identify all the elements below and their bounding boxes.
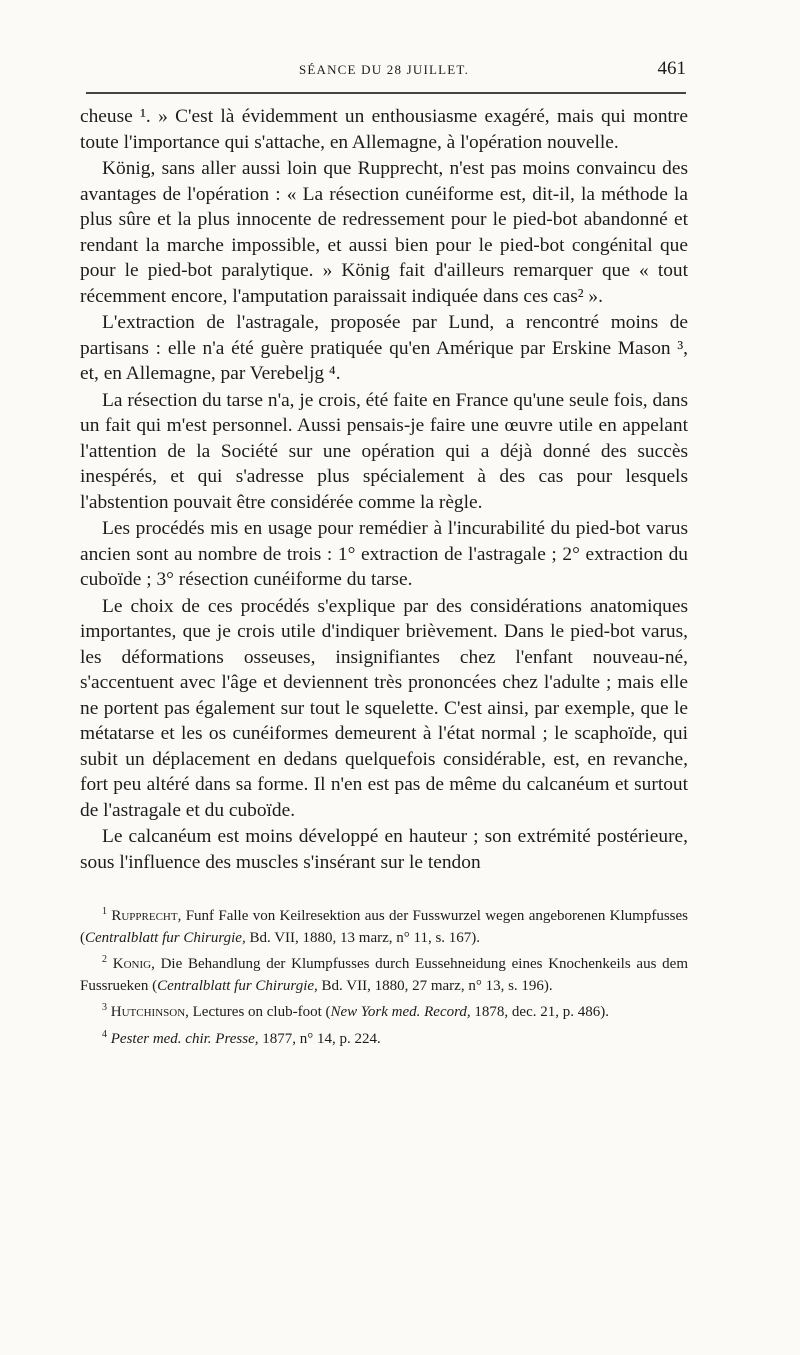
footnote-mark: 4 xyxy=(102,1028,107,1040)
footnote-author: Hutchinson, xyxy=(110,1004,189,1020)
footnote-journal: Pester med. chir. Presse, xyxy=(110,1030,259,1047)
paragraph: König, sans aller aussi loin que Rupprecht, n'est pas moins convaincu des avantages de l'opération : « La résection cunéiforme est, dit-il, la méthode la plus sûre et la plus innocente de redressement pour le pied-bot abandonné et rendant la marche impossible, et aussi bien pour le pied-bot congénital que pour le pied-bot paralytique. » König fait d'ailleurs remarquer que « tout récemment encore, l'amputation paraissait indiquée dans ces cas² ». xyxy=(80,158,688,307)
footnote-author: Konig, xyxy=(112,956,155,972)
paragraph: Le choix de ces procédés s'explique par des considérations anatomiques importantes, que je crois utile d'indiquer brièvement. Dans le pied-bot varus, les déformations osseuses, insignifiantes chez l'enfant nouveau-né, s'accentuent avec l'âge et deviennent très prononcées chez l'adulte ; mais elle ne portent pas également sur tout le squelette. C'est ainsi, par exemple, que le métatarse et les os cunéiformes demeurent à l'état normal ; le scaphoïde, qui subit un déplacement en dedans quelquefois considérable, est, en revanche, fort peu altéré dans sa forme. Il n'en est pas de même du calcanéum et surtout de l'astragale et du cuboïde. xyxy=(80,595,688,821)
footnote xyxy=(80,949,688,997)
running-title: SÉANCE DU 28 JUILLET. xyxy=(298,62,470,77)
running-header xyxy=(80,56,688,86)
footnote-ref: Bd. VII, 1880, 13 marz, n° 11, s. 167). xyxy=(245,929,481,946)
footnote-mark: 2 xyxy=(102,954,107,965)
footnote-text: Funf Falle von Keilresektion aus der Fusswurzel wegen angeborenen Klumpfusses ( xyxy=(80,908,688,946)
header-rule xyxy=(86,92,686,94)
paragraph: Le calcanéum est moins développé en hauteur ; son extrémité postérieure, sous l'influence des muscles s'insérant sur le tendon xyxy=(80,826,688,873)
footnote-journal: New York med. Record, xyxy=(330,1004,471,1020)
footnote-ref: Bd. VII, 1880, 27 marz, n° 13, s. 196). xyxy=(317,977,553,994)
footnote-text: Die Behandlung der Klumpfusses durch Eussehneidung eines Knochenkeils aus dem Fussrueken ( xyxy=(80,956,688,994)
footnote-mark: 1 xyxy=(102,906,107,917)
body-text xyxy=(80,104,688,875)
paragraph: cheuse ¹. » C'est là évidemment un enthousiasme exagéré, mais qui montre toute l'importance qui s'attache, en Allemagne, à l'opération nouvelle. xyxy=(80,106,688,153)
footnote-journal: Centralblatt fur Chirurgie, xyxy=(157,977,318,994)
footnote-text: Lectures on club-foot ( xyxy=(192,1004,331,1020)
footnote-mark: 3 xyxy=(102,1002,107,1013)
footnotes xyxy=(80,901,688,1050)
footnote-author: Rupprecht, xyxy=(111,908,182,924)
paragraph: Les procédés mis en usage pour remédier à l'incurabilité du pied-bot varus ancien sont au nombre de trois : 1° extraction de l'astragale ; 2° extraction du cuboïde ; 3° résection cunéiforme du tarse. xyxy=(80,518,688,590)
book-page xyxy=(80,56,688,1050)
footnote-gap xyxy=(80,875,688,901)
footnote-ref: 1877, n° 14, p. 224. xyxy=(258,1030,381,1047)
paragraph: L'extraction de l'astragale, proposée par Lund, a rencontré moins de partisans : elle n'a été guère pratiquée qu'en Amérique par Erskine Mason ³, et, en Allemagne, par Verebeljg ⁴. xyxy=(80,312,688,384)
footnote-ref: 1878, dec. 21, p. 486). xyxy=(470,1004,609,1020)
page-number: 461 xyxy=(657,58,686,79)
footnote-journal: Centralblatt fur Chirurgie, xyxy=(85,929,246,946)
footnote xyxy=(80,901,688,949)
footnote xyxy=(80,1024,688,1051)
footnote xyxy=(80,997,688,1024)
paragraph: La résection du tarse n'a, je crois, été faite en France qu'une seule fois, dans un fait qui m'est personnel. Aussi pensais-je faire une œuvre utile en appelant l'attention de la Société sur une opération qui a déjà donné des succès inespérés, et qui s'adresse plus spécialement à des cas pour lesquels l'abstention pouvait être considérée comme la règle. xyxy=(80,389,688,513)
